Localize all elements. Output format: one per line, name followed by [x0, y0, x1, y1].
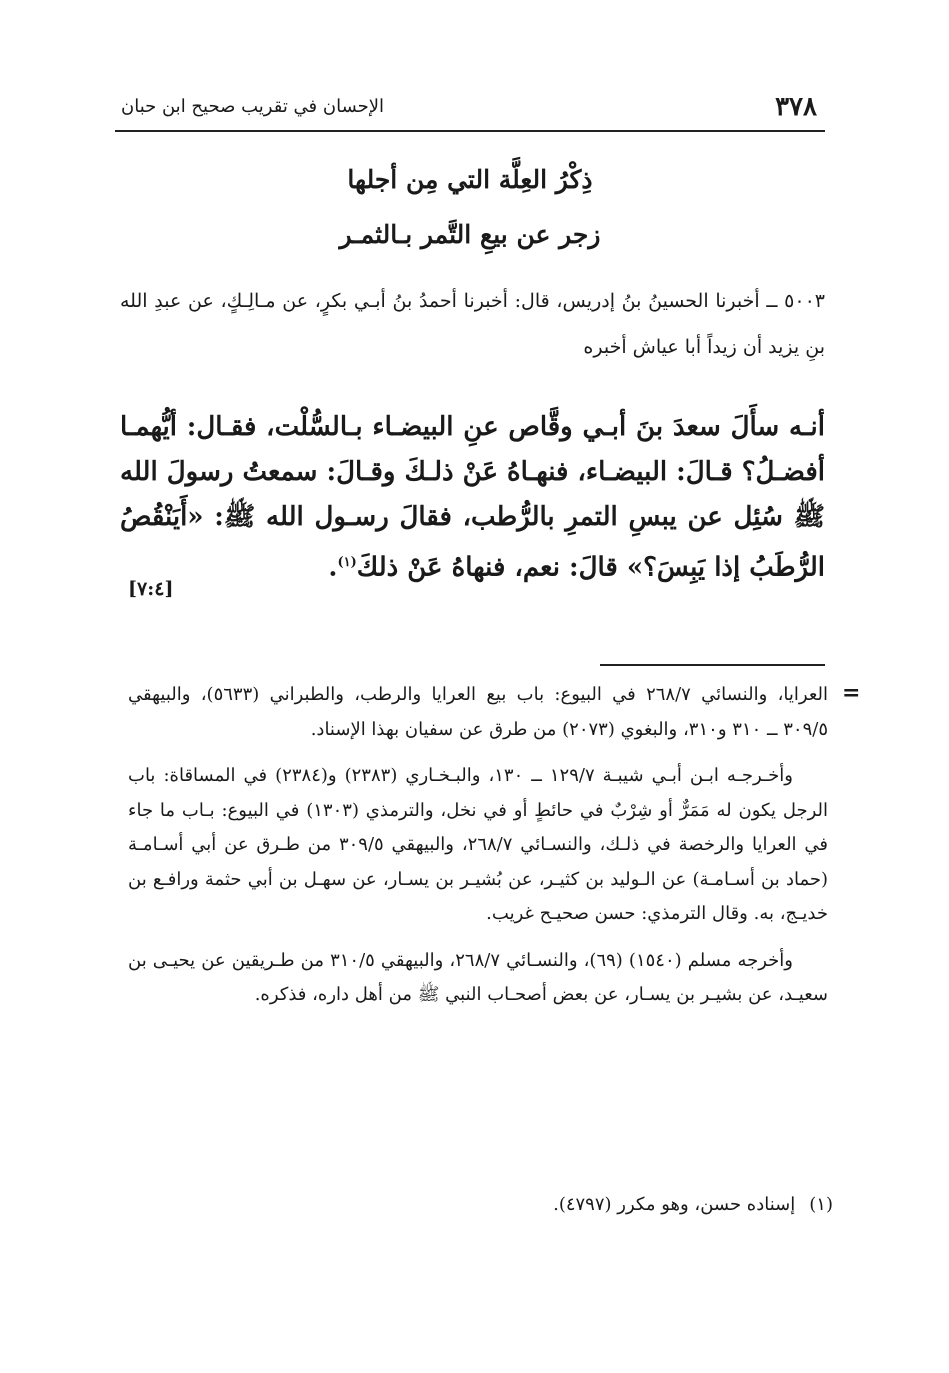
footnotes-block	[128, 678, 828, 1025]
footnote-number: (١)	[809, 1194, 833, 1215]
footnote-reference: (١)	[337, 555, 357, 570]
page-number: ٣٧٨	[775, 92, 817, 122]
footnote-paragraph: وأخرجه مسلم (١٥٤٠) (٦٩)، والنسـائي ٢٦٨/٧، والبيهقي ٣١٠/٥ من طـريقين عن يحيـى بن سعيـد، عن بشيـر بن يسـار، عن بعض أصحـاب النبي ﷺ من أهل داره، فذكره.	[128, 949, 828, 1005]
chapter-title-line-1: ذِكْرُ العِلَّة التي مِن أجلها	[347, 165, 593, 194]
running-title: الإحسان في تقريب صحيح ابن حبان	[121, 96, 385, 117]
footnote-text: إسناده حسن، وهو مكرر (٤٧٩٧).	[553, 1194, 796, 1215]
hadith-matn-block: أنـه سأَلَ سعدَ بنَ أبـي وقَّاص عنِ البيضـاء بـالسُّلْت، فقـال: أيُّهمـا أفضـلُ؟ قـالَ: البيضـاء، فنهـاهُ عَنْ ذلـكَ وقـالَ: سمعتُ رسولَ الله ﷺ سُئِل عن يبسِ التمرِ بالرُّطب، فقالَ رسـول الله ﷺ: «أَيَنْقُصُ الرُّطَبُ إذا يَبِسَ؟» قالَ: نعم، فنهاهُ عَنْ ذلكَ$^{(١)}$.	[120, 412, 825, 583]
footnote-continuation-mark: =	[842, 680, 861, 706]
hadith-matn: أنـه سأَلَ سعدَ بنَ أبـي وقَّاص عنِ البيضـاء بـالسُّلْت، فقـال: أيُّهمـا أفضـلُ؟ قـالَ: البيضـاء، فنهـاهُ عَنْ ذلـكَ وقـالَ: سمعتُ رسولَ الله ﷺ سُئِل عن يبسِ التمرِ بالرُّطب، فقالَ رسـول الله ﷺ: «أَيَنْقُصُ الرُّطَبُ إذا يَبِسَ؟» قالَ: نعم، فنهاهُ عَنْ ذلكَ	[120, 412, 825, 583]
footnote-separator	[600, 664, 825, 666]
hadith-reference: [٧:٤]	[128, 578, 174, 600]
hadith-isnad: ٥٠٠٣ ــ أخبرنا الحسينُ بنُ إدريس، قال: أخبرنا أحمدُ بنُ أبـي بكرٍ، عن مـالِـكٍ، عن عبدِ الله بنِ يزيد أن زيداً أبا عياش أخبره	[120, 290, 825, 358]
footnote-paragraph: العرايا، والنسائي ٢٦٨/٧ في البيوع: باب بيع العرايا والرطب، والطبراني (٥٦٣٣)، والبيهقي ٣٠٩/٥ ــ ٣١٠ و٣١٠، والبغوي (٢٠٧٣) من طرق عن سفيان بهذا الإسناد.	[128, 684, 829, 740]
chapter-title-line-2: زجر عن بيعِ التَّمر بـالثمـر	[339, 220, 601, 249]
footnote-1	[128, 1188, 833, 1222]
running-header	[115, 90, 825, 132]
footnote-paragraph: وأخـرجـه ابـن أبـي شيبـة ١٢٩/٧ ــ ١٣٠، والبـخـاري (٢٣٨٣) و(٢٣٨٤) في المساقاة: باب الرجل يكون له مَمَرٌّ أو شِرْبٌ في حائطٍ أو في نخل، والترمذي (١٣٠٣) في البيوع: بـاب ما جاء في العرايا والرخصة في ذلـك، والنسـائي ٢٦٨/٧، والبيهقي ٣٠٩/٥ من طـرق عن أبي أسـامـة (حماد بن أسـامـة) عن الـوليد بن كثيـر، عن بُشيـر بن يسـار، عن سهـل بن أبي حثمة ورافـع بن خديـج، به. وقال الترمذي: حسن صحيـح غريب.	[128, 765, 829, 924]
